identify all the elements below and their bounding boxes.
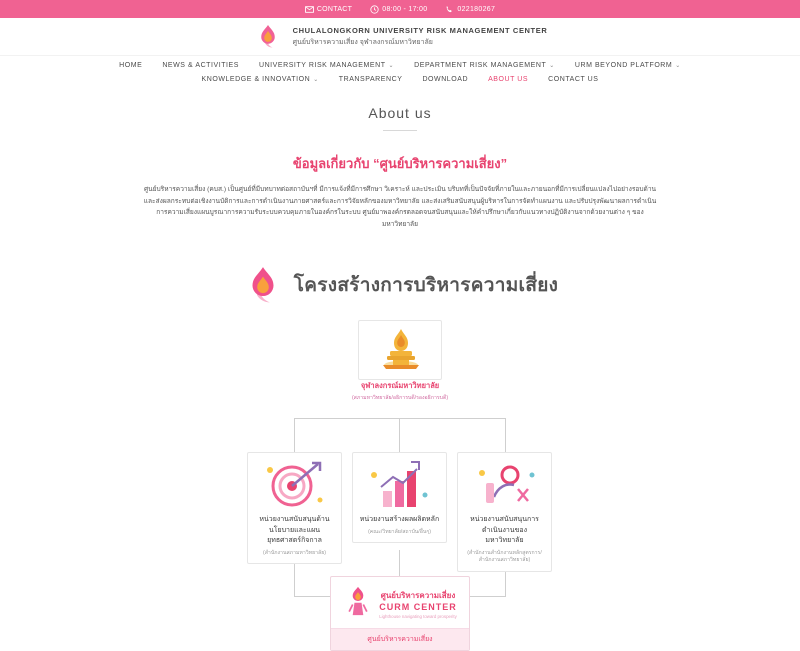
- topbar-contact-label: CONTACT: [316, 5, 353, 13]
- curm-center-content: [331, 577, 469, 628]
- topbar-hours-label: 08:00 - 17:00: [382, 5, 428, 13]
- nav-item-knowledge-innovation[interactable]: [202, 76, 319, 83]
- org-node-university[interactable]: [358, 320, 442, 380]
- chevron-down-icon: ⌄: [313, 77, 319, 83]
- nav-label: URM BEYOND PLATFORM: [574, 62, 673, 69]
- curm-center-title-en: CURM CENTER: [379, 601, 457, 612]
- title-divider: [383, 130, 417, 131]
- nav-label: KNOWLEDGE & INNOVATION: [201, 76, 311, 83]
- topbar-hours: [370, 5, 427, 14]
- structure-heading-block: [0, 264, 800, 306]
- clock-icon: [370, 5, 379, 14]
- nav-item-urm-beyond-platform[interactable]: [575, 62, 681, 69]
- nav-item-contact-us[interactable]: [548, 76, 598, 83]
- connector-bottom-right-join: [470, 596, 506, 597]
- structure-heading: โครงสร้างการบริหารความเสี่ยง: [293, 275, 559, 297]
- nav-item-transparency[interactable]: [339, 76, 403, 83]
- nav-item-university-risk-management[interactable]: [259, 62, 394, 69]
- connector-top-horizontal: [294, 418, 506, 419]
- org-node-policy-support[interactable]: [247, 452, 342, 564]
- connector-top-vertical: [399, 418, 400, 452]
- org-node-core-output[interactable]: [352, 452, 447, 543]
- connector-bottom-left-join: [294, 596, 330, 597]
- utility-topbar: [0, 0, 800, 18]
- chevron-down-icon: ⌄: [549, 63, 555, 69]
- curm-person-icon: [343, 583, 373, 624]
- nav-row-primary: [119, 62, 681, 69]
- chevron-down-icon: ⌄: [675, 63, 681, 69]
- site-header: [0, 18, 800, 56]
- org-node-policy-support-caption: หน่วยงานสนับสนุนด้านนโยบายและแผนยุทธศาสตร์กิจกาล: [259, 516, 330, 545]
- nav-label: DOWNLOAD: [422, 76, 469, 83]
- org-node-university-subtitle: (สภามหาวิทยาลัย/อธิการบดี/รองอธิการบดี): [351, 395, 449, 402]
- org-node-core-output-sub: (คณะ/วิทยาลัย/สถาบัน/อื่นๆ): [368, 528, 431, 535]
- org-node-curm-center[interactable]: [330, 576, 470, 651]
- curm-flame-logo[interactable]: [253, 22, 283, 52]
- curm-center-footer: ศูนย์บริหารความเสี่ยง: [331, 628, 469, 650]
- curm-center-tagline: Lighthouse navigating toward prosperity: [379, 613, 457, 619]
- nav-label: UNIVERSITY RISK MANAGEMENT: [258, 62, 386, 69]
- envelope-icon: [305, 5, 314, 14]
- main-navigation: [0, 56, 800, 91]
- intro-heading: ข้อมูลเกี่ยวกับ “ศูนย์บริหารความเสี่ยง”: [292, 156, 508, 171]
- curm-center-title-th: ศูนย์บริหารความเสี่ยง: [380, 590, 456, 600]
- org-node-university-label: [300, 380, 500, 403]
- org-node-operations-support-caption: หน่วยงานสนับสนุนการดำเนินงานของมหาวิทยาลัย: [470, 516, 539, 545]
- org-node-operations-support-sub: (สำนักงานสำนักงานหลักสูตรการ/สำนักงานสภาวิทยาลัย): [467, 549, 542, 564]
- gear-flask-icon: [458, 453, 551, 515]
- curm-center-text: [379, 589, 457, 619]
- nav-item-department-risk-management[interactable]: [414, 62, 555, 69]
- brand-line-th: ศูนย์บริหารความเสี่ยง จุฬาลงกรณ์มหาวิทยาลัย: [292, 38, 433, 46]
- nav-item-download[interactable]: [422, 76, 468, 83]
- nav-label: ABOUT US: [488, 76, 529, 83]
- intro-body: ศูนย์บริหารความเสี่ยง (คบส.) เป็นศูนย์ที่มีบทบาทต่อสถาบันฯที่ มีการแจ้งที่มีการศึกษา วิเคราะห์ และประเมิน บริบทที่เป็นปัจจัยที่ภายในและภายนอกที่มีการเปลี่ยนแปลงไปอย่างรอบด้าน และส่งผลกระทบต่อเชิงงานบัติการและการดำเนินงานภายศาสตร์และการวิจัยหลักของมหาวิทยาลัย และส่งเสริมสนับสนุนผู้บริหารในการจัดทำแผนงาน และปรับปรุงพัฒนาผลการดำเนินการความเสี่ยงแผนบูรณาการความรับระบบควบคุมภายในองค์กรในระบบ ศูนย์มาพองค์กรตลอดจนสนับสนุนและให้คำปรึกษาเกี่ยวกับแนวทางปฏิบัติงานจากด้วยงานต่าง ๆ ของมหาวิทยาลัย: [143, 186, 657, 228]
- topbar-phone-label: 022180267: [457, 5, 496, 13]
- curm-flame-logo-large: [242, 264, 284, 306]
- nav-label: HOME: [119, 62, 143, 69]
- nav-row-secondary: [202, 76, 599, 83]
- nav-item-home[interactable]: [119, 62, 142, 69]
- nav-label: NEWS & ACTIVITIES: [162, 62, 239, 69]
- connector-right-down: [505, 418, 506, 452]
- phone-icon: [445, 5, 454, 14]
- nav-label: CONTACT US: [548, 76, 599, 83]
- topbar-contact[interactable]: [305, 5, 352, 14]
- connector-left-down: [294, 418, 295, 452]
- page-title: About us: [368, 105, 432, 121]
- brand-text: [293, 26, 548, 48]
- bar-chart-growth-icon: [353, 453, 446, 515]
- nav-item-news-activities[interactable]: [162, 62, 239, 69]
- org-chart: [0, 320, 800, 650]
- org-node-operations-support[interactable]: [457, 452, 552, 572]
- topbar-phone[interactable]: [445, 5, 495, 14]
- chevron-down-icon: ⌄: [388, 63, 395, 69]
- nav-label: DEPARTMENT RISK MANAGEMENT: [414, 62, 547, 69]
- connector-center-bottom: [399, 550, 400, 576]
- org-node-university-title: จุฬาลงกรณ์มหาวิทยาลัย: [360, 381, 440, 391]
- target-arrow-icon: [248, 453, 341, 515]
- chula-emblem-icon: [359, 321, 441, 379]
- brand-line-en: CHULALONGKORN UNIVERSITY RISK MANAGEMENT CENTER: [292, 25, 548, 35]
- nav-label: TRANSPARENCY: [338, 76, 403, 83]
- org-node-core-output-caption: หน่วยงานสร้างผลผลิตหลัก: [359, 516, 440, 524]
- nav-item-about-us[interactable]: [488, 76, 528, 83]
- org-node-policy-support-sub: (สำนักงานสภามหาวิทยาลัย): [263, 549, 326, 556]
